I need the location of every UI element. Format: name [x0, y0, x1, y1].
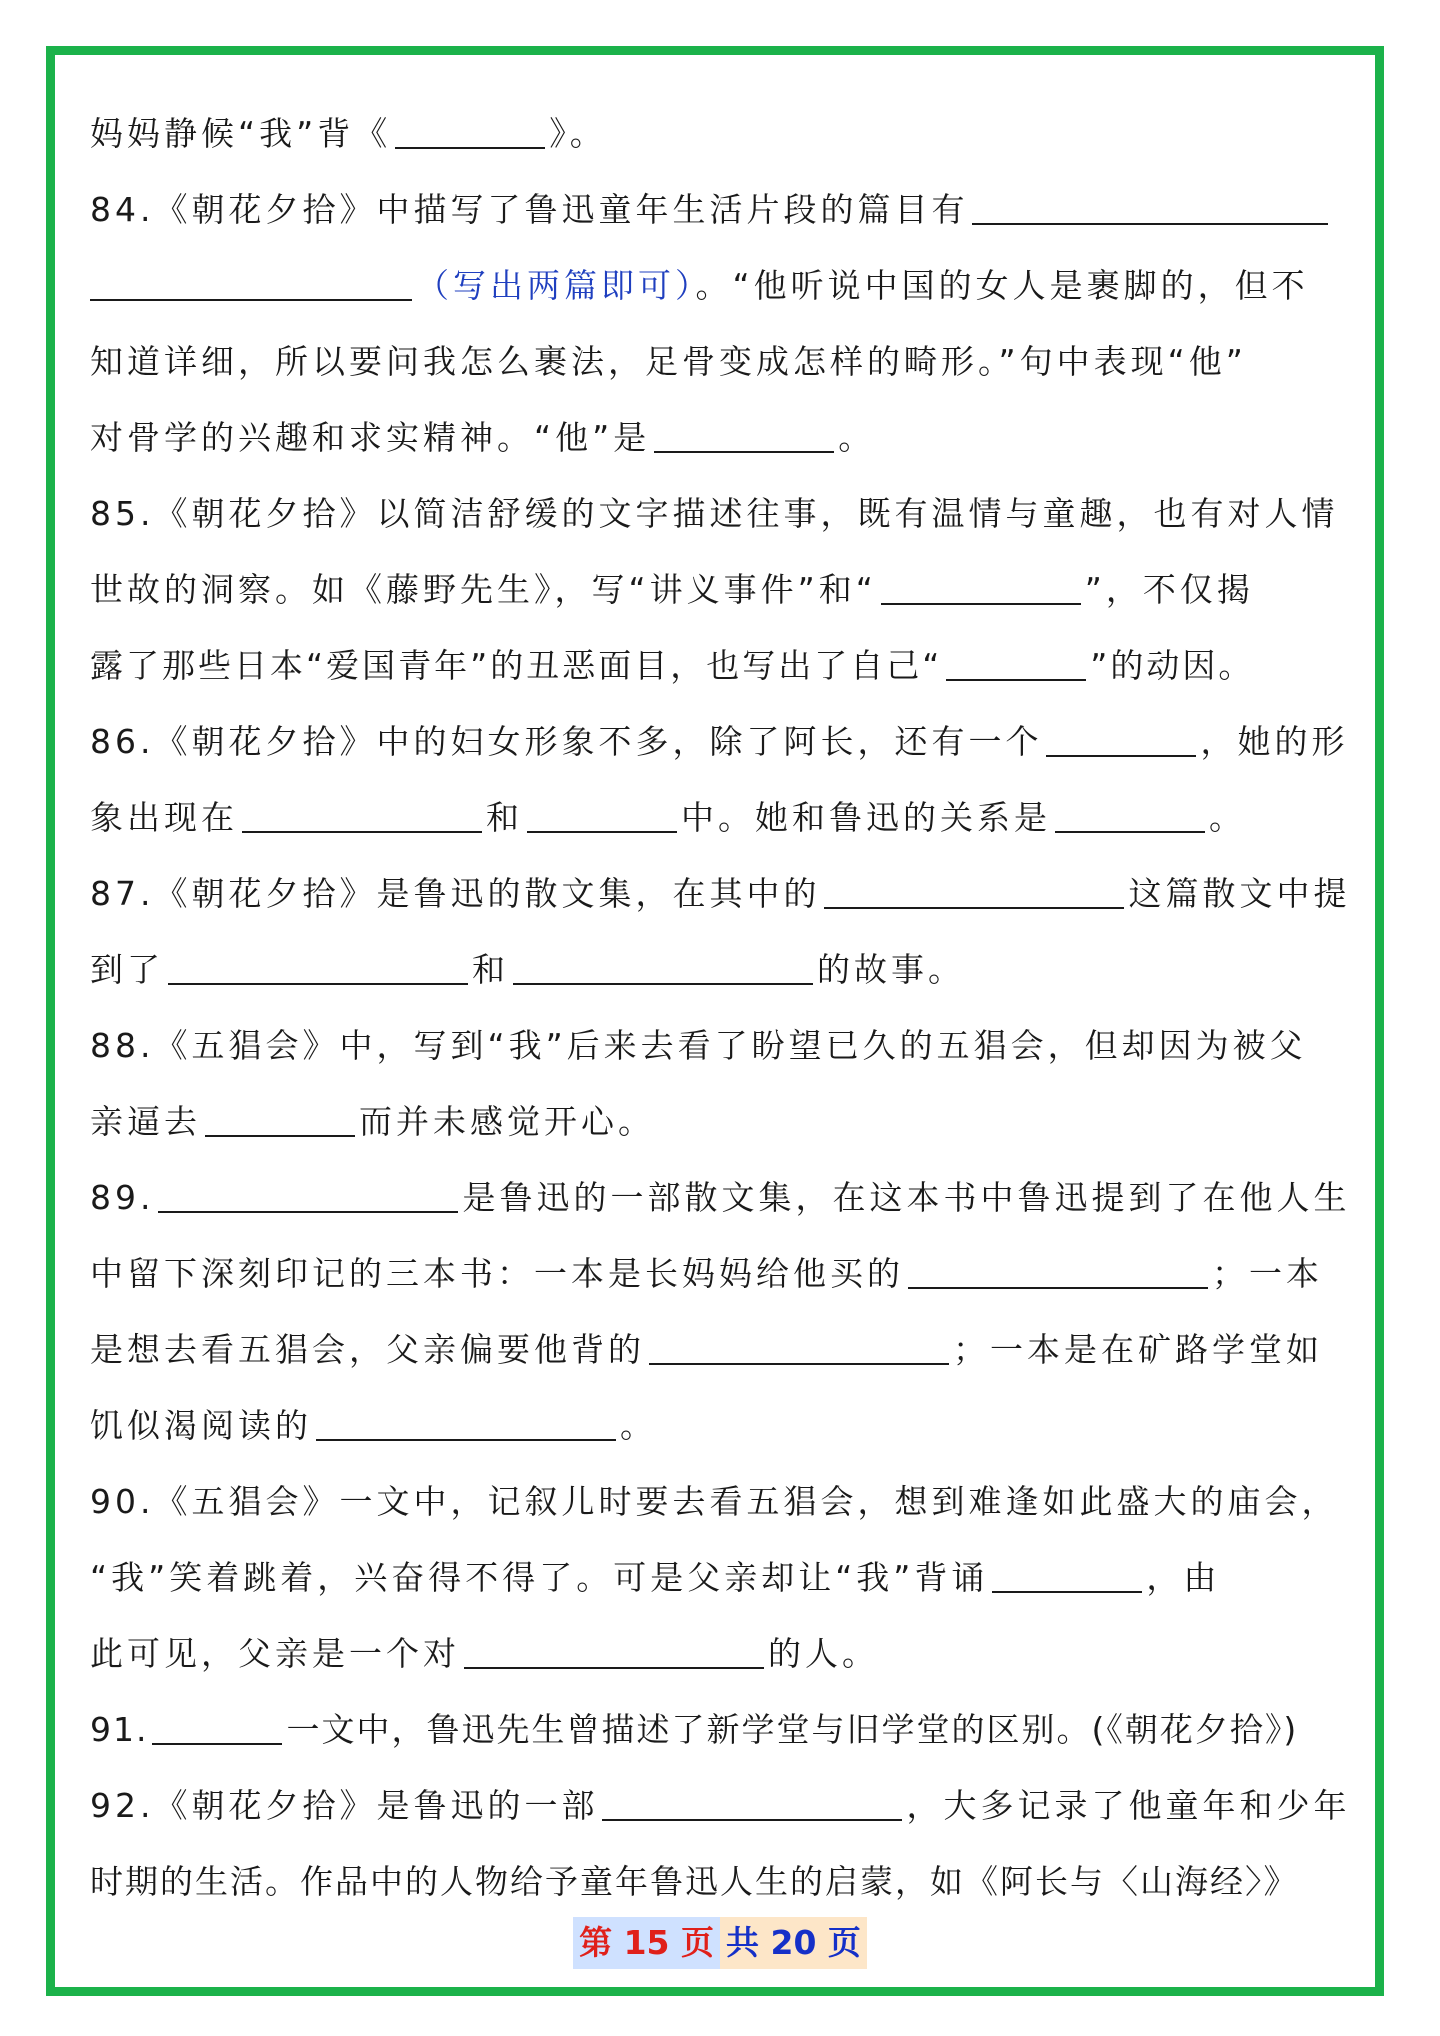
answer-blank[interactable]: [881, 553, 1081, 605]
text-line: 妈妈静候“我”背《 》。: [90, 96, 1360, 172]
answer-blank[interactable]: [464, 1617, 764, 1669]
question-88: 88.《五猖会》中，写到“我”后来去看了盼望已久的五猖会，但却因为被父: [90, 1026, 1307, 1065]
hint-note: （写出两篇即可）: [416, 266, 696, 305]
answer-blank[interactable]: [513, 933, 813, 985]
question-85: 85.《朝花夕拾》以简洁舒缓的文字描述往事，既有温情与童趣，也有对人情: [90, 494, 1339, 533]
answer-blank[interactable]: [242, 781, 482, 833]
answer-blank[interactable]: [395, 97, 545, 149]
question-87: 87.《朝花夕拾》是鲁迅的散文集，在其中的 这篇散文中提: [90, 856, 1360, 932]
text-line: 露了那些日本“爱国青年”的丑恶面目，也写出了自己“ ”的动因。: [90, 628, 1360, 704]
text-line: （写出两篇即可）。“他听说中国的女人是裹脚的，但不: [86, 248, 1360, 324]
answer-blank[interactable]: [527, 781, 677, 833]
answer-blank[interactable]: [1055, 781, 1205, 833]
text-line: 此可见，父亲是一个对 的人。: [90, 1616, 1360, 1692]
question-text: [90, 96, 1360, 1920]
text-line: 世故的洞察。如《藤野先生》，写“讲义事件”和“ ”，不仅揭: [90, 552, 1360, 628]
text-line: 知道详细，所以要问我怎么裹法，足骨变成怎样的畸形。”句中表现“他”: [90, 342, 1247, 381]
answer-blank[interactable]: [316, 1389, 616, 1441]
question-91: 91. 一文中，鲁迅先生曾描述了新学堂与旧学堂的区别。(《朝花夕拾》): [90, 1692, 1360, 1768]
text-line: 是想去看五猖会，父亲偏要他背的 ；一本是在矿路学堂如: [90, 1312, 1360, 1388]
page-total: 共 20 页: [720, 1917, 867, 1969]
text-line: 象出现在 和 中。她和鲁迅的关系是 。: [90, 780, 1360, 856]
text-line: 对骨学的兴趣和求实精神。“他”是 。: [90, 400, 1360, 476]
question-92: 92.《朝花夕拾》是鲁迅的一部 ，大多记录了他童年和少年: [90, 1768, 1360, 1844]
answer-blank[interactable]: [946, 629, 1086, 681]
answer-blank[interactable]: [152, 1693, 282, 1745]
answer-blank[interactable]: [168, 933, 468, 985]
text-line: “我”笑着跳着，兴奋得不得了。可是父亲却让“我”背诵 ，由: [90, 1540, 1360, 1616]
question-84: 84.《朝花夕拾》中描写了鲁迅童年生活片段的篇目有: [90, 172, 1360, 248]
answer-blank[interactable]: [649, 1313, 949, 1365]
answer-blank[interactable]: [205, 1085, 355, 1137]
question-90: 90.《五猖会》一文中，记叙儿时要去看五猖会，想到难逢如此盛大的庙会，: [90, 1482, 1339, 1521]
answer-blank[interactable]: [824, 857, 1124, 909]
question-86: 86.《朝花夕拾》中的妇女形象不多，除了阿长，还有一个 ，她的形: [90, 704, 1360, 780]
question-89: 89. 是鲁迅的一部散文集，在这本书中鲁迅提到了在他人生: [90, 1160, 1360, 1236]
answer-blank[interactable]: [908, 1237, 1208, 1289]
answer-blank[interactable]: [1046, 705, 1196, 757]
answer-blank[interactable]: [654, 401, 834, 453]
answer-blank[interactable]: [972, 173, 1328, 225]
page-number: 第 15 页: [573, 1917, 720, 1969]
answer-blank[interactable]: [158, 1161, 458, 1213]
answer-blank[interactable]: [992, 1541, 1142, 1593]
text-line: 时期的生活。作品中的人物给予童年鲁迅人生的启蒙，如《阿长与〈山海经〉》: [90, 1862, 1299, 1901]
text-line: 饥似渴阅读的 。: [90, 1388, 1360, 1464]
text-line: 中留下深刻印记的三本书：一本是长妈妈给他买的 ；一本: [90, 1236, 1360, 1312]
answer-blank[interactable]: [90, 249, 412, 301]
answer-blank[interactable]: [602, 1769, 902, 1821]
text-line: 亲逼去 而并未感觉开心。: [90, 1084, 1360, 1160]
page-footer: [0, 1917, 1440, 1969]
text-line: 到了 和 的故事。: [90, 932, 1360, 1008]
